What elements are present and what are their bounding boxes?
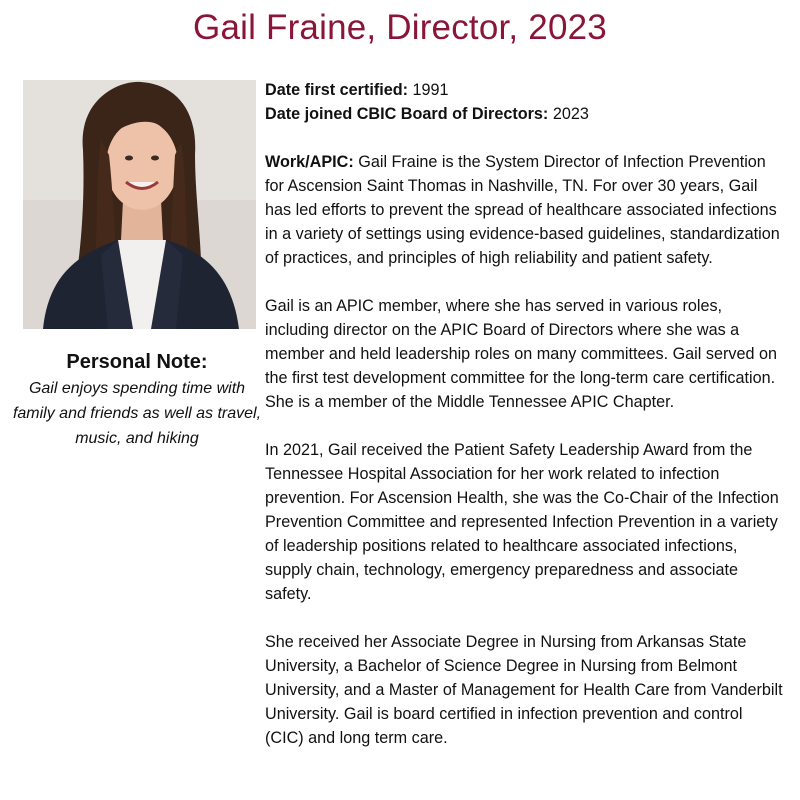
joined-label: Date joined CBIC Board of Directors: [265,105,549,123]
work-text: Gail Fraine is the System Director of Infection Prevention for Ascension Saint Thomas in Nashville, TN. For over 30 years, Gail has led efforts to prevent the spread of healthcare associated infections in a variety of settings using evidence-based guidelines, standardization of practices, and principles of high reliability and patient safety. [265,153,780,267]
work-paragraph [265,150,783,270]
apic-paragraph: Gail is an APIC member, where she has served in various roles, including director on the APIC Board of Directors where she was a member and held leadership roles on many committees. Gail served on the first test development committee for the long-term care certification. She is a member of the Middle Tennessee APIC Chapter. [265,297,777,411]
certified-line [265,78,783,102]
portrait-photo [23,80,256,329]
joined-line [265,102,783,126]
bio-content [265,78,783,774]
joined-value: 2023 [548,105,589,123]
education-paragraph: She received her Associate Degree in Nursing from Arkansas State University, a Bachelor of Science Degree in Nursing from Belmont University, and a Master of Management for Health Care from Vanderbilt University. Gail is board certified in infection prevention and control (CIC) and long term care. [265,633,783,747]
page-title: Gail Fraine, Director, 2023 [193,8,607,47]
certified-label: Date first certified: [265,81,409,99]
work-label: Work/APIC: [265,153,354,171]
portrait-illustration [23,80,256,329]
award-paragraph: In 2021, Gail received the Patient Safety Leadership Award from the Tennessee Hospital Association for her work related to infection prevention. For Ascension Health, she was the Co-Chair of the Infection Prevention Committee and represented Infection Prevention in a variety of leadership positions related to healthcare associated infections, supply chain, technology, emergency preparedness and associate safety. [265,441,779,603]
personal-note-text: Gail enjoys spending time with family and friends as well as travel, music, and hiking [12,380,262,447]
personal-note [12,348,262,451]
personal-note-heading: Personal Note: [66,351,208,373]
certified-value: 1991 [408,81,449,99]
